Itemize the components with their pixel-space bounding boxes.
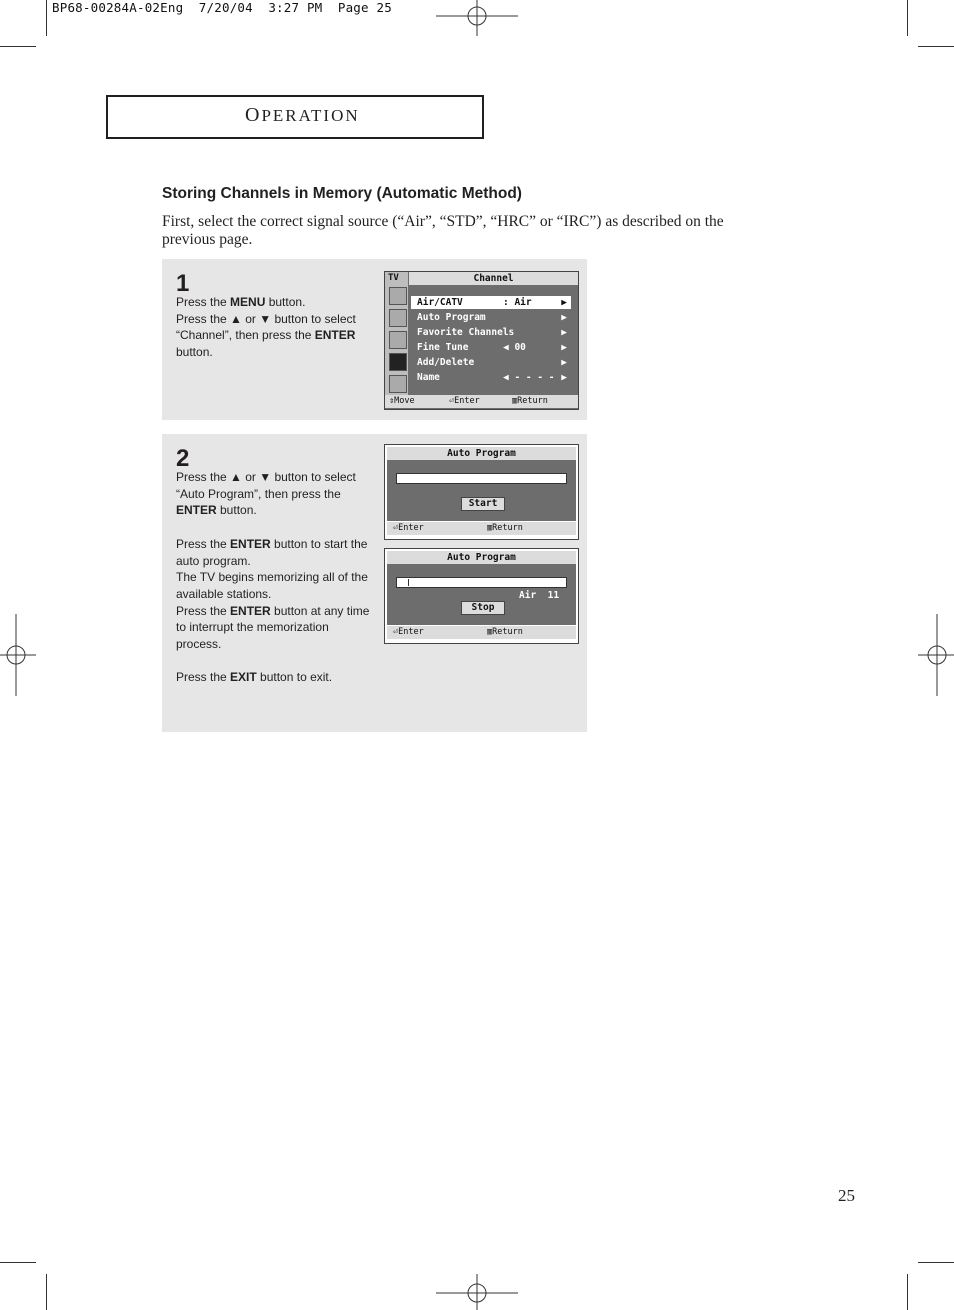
progress-fill [398,579,409,586]
enter-hint: ⏎Enter [393,523,424,533]
auto-program-start-screen [384,444,579,540]
crop-mark [46,0,47,36]
stop-button[interactable]: Stop [461,601,505,615]
progress-bar [396,473,567,484]
page-number: 25 [838,1186,855,1205]
screen-footer [387,522,576,535]
menu-item-add-delete[interactable]: Add/Delete ▶ [417,357,567,368]
registration-mark-icon [918,614,954,696]
start-button[interactable]: Start [461,497,505,511]
enter-hint: ⏎Enter [393,627,424,637]
auto-program-progress-screen [384,548,579,644]
picture-icon[interactable] [389,287,407,305]
tv-label: TV [388,273,399,283]
crop-mark [918,1262,954,1263]
move-hint: ⇕Move [389,396,415,406]
crop-mark [0,46,36,47]
menu-item-favorite-channels[interactable]: Favorite Channels ▶ [417,327,567,338]
menu-item-fine-tune[interactable]: Fine Tune ◀ 00 ▶ [417,342,567,353]
print-slug: BP68-00284A-02Eng 7/20/04 3:27 PM Page 25 [52,0,392,15]
menu-item-air-catv[interactable]: Air/CATV : Air ▶ [411,296,571,309]
menu-item-name[interactable]: Name ◀ - - - - ▶ [417,372,567,383]
menu-title: Channel [409,272,578,285]
page-heading: Storing Channels in Memory (Automatic Method) [162,185,522,202]
setup-icon[interactable] [389,375,407,393]
crop-mark [918,46,954,47]
step-number: 1 [176,270,190,297]
channel-readout: Air 11 [519,590,560,601]
crop-mark [0,1262,36,1263]
step-1-instructions: Press the MENU button. Press the ▲ or ▼ button to select “Channel”, then press the ENTER button. [176,295,356,360]
registration-mark-icon [436,0,518,36]
screen-body [387,564,576,625]
registration-mark-icon [0,614,36,696]
menu-item-auto-program[interactable]: Auto Program ▶ [417,312,567,323]
crop-mark [907,1274,908,1310]
enter-hint: ⏎Enter [449,396,480,406]
crop-mark [46,1274,47,1310]
screen-title: Auto Program [387,447,576,460]
step-2-instructions: Press the ▲ or ▼ button to select “Auto Program”, then press the ENTER button. Press the ENTER button to start the auto program. The TV begins memorizing all of the available stations. Press the ENTER button at any time to interrupt the memorization process. Press the EXIT button to exit. [176,470,370,685]
progress-bar [396,577,567,588]
intro-paragraph: First, select the correct signal source (“Air”, “STD”, “HRC” or “IRC”) as described on the previous page. [162,213,724,248]
section-title: OPERATION [245,104,360,126]
step-number: 2 [176,445,190,472]
return-hint: ▥Return [487,523,523,533]
screen-footer [387,626,576,639]
menu-footer [385,395,578,408]
sound-icon[interactable] [389,309,407,327]
channel-menu-screen [384,271,579,410]
return-hint: ▥Return [512,396,548,406]
screen-title: Auto Program [387,551,576,564]
crop-mark [907,0,908,36]
registration-mark-icon [436,1274,518,1310]
screen-body [387,460,576,521]
channel-antenna-icon[interactable] [389,353,407,371]
speaker-icon[interactable] [389,331,407,349]
return-hint: ▥Return [487,627,523,637]
